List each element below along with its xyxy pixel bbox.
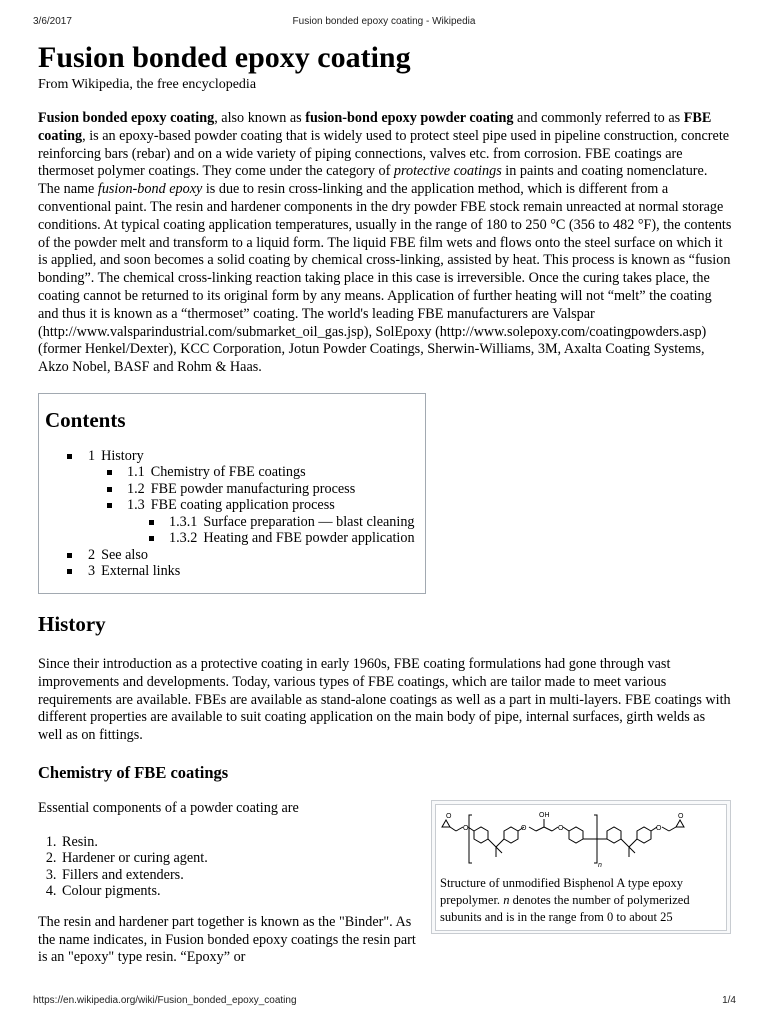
list-item: 3. Fillers and extenders. [60,867,418,884]
article-tagline: From Wikipedia, the free encyclopedia [38,77,257,92]
lead-text: , also known as [214,110,306,126]
caption-text: Structure of unmodified Bisphenol A type epoxy prepolymer. [440,875,684,907]
oxygen-label: O [463,824,469,832]
bullet-icon [67,454,72,459]
figure-frame [435,804,727,931]
toc-list [45,448,425,580]
lead-text: , is an epoxy-based powder coating that is widely used to protect steel pipe used in pipeline construction, concrete reinforcing bars (rebar) and on a wide variety of piping connections, valves etc. from corrosion. FBE coatings are thermoset polymer coatings. They come under the category of [38,127,730,180]
toc-label: History [101,447,144,464]
toc-item-external-links[interactable] [45,563,425,580]
table-of-contents [38,393,426,594]
toc-item-chemistry[interactable] [45,464,425,481]
toc-label: FBE powder manufacturing process [150,480,356,497]
toc-item-see-also[interactable] [45,547,425,564]
lead-paragraph [38,110,732,377]
oxygen-label: O [558,824,564,832]
phenyl-ring [569,827,583,843]
oxygen-label: O [678,812,684,820]
history-paragraph: Since their introduction as a protective coating in early 1960s, FBE coating formulations had gone through vast improvements and developments. Today, various types of FBE coatings, which are tailor made to meet various requirements are available. FBEs are available as stand-alone coatings as well as a part in multi-layers. FBE coatings with different properties are available to suit coating application on the main body of pipe, internal surfaces, girth welds as well as on fittings. [38,655,731,744]
figure-caption [440,875,725,926]
phenyl-ring [607,827,621,843]
oxygen-label: O [656,824,662,832]
binder-paragraph: The resin and hardener part together is known as the "Binder". As the name indicates, in Fusion bonded epoxy coatings the resin part is an "epoxy" type resin. “Epoxy” or [38,913,416,966]
toc-label: External links [101,563,181,580]
phenyl-ring [474,827,488,843]
lead-bold-term: Fusion bonded epoxy coating [38,110,215,126]
print-page-title: Fusion bonded epoxy coating - Wikipedia [292,16,476,27]
phenyl-ring [637,827,651,843]
chemistry-text [38,800,418,967]
caption-text: denotes the number of polymerized subunits and is in the range from 0 to about 25 [440,892,690,924]
bracket-left [469,815,472,863]
oxygen-label: O [521,824,527,832]
toc-item-manufacturing[interactable] [45,481,425,498]
toc-number: 2 [88,546,96,563]
epoxide-ring-left [442,820,450,827]
list-item: 1. Resin. [60,834,418,851]
toc-number: 1.1 [127,464,145,481]
caption-italic-n: n [503,892,510,907]
bullet-icon [107,470,112,475]
print-page-number: 1/4 [722,995,736,1006]
toc-label: Chemistry of FBE coatings [150,464,306,481]
list-item: 4. Colour pigments. [60,883,418,900]
bisphenol-a-structure-diagram[interactable] [436,805,726,875]
article-content [38,40,732,967]
toc-number: 1.3.2 [169,530,198,547]
lead-italic-term: fusion-bond epoxy [97,181,203,198]
chemistry-heading: Chemistry of FBE coatings [38,762,229,782]
toc-item-history[interactable] [45,448,425,465]
epoxy-structure-figure [431,800,731,934]
toc-label: FBE coating application process [150,497,335,514]
n-subscript-label: n [598,861,602,869]
toc-number: 1 [88,447,96,464]
epoxide-ring-right [676,820,684,827]
lead-bold-term: fusion-bond epoxy powder coating [305,110,514,126]
bullet-icon [149,536,154,541]
toc-number: 1.2 [127,480,145,497]
chemistry-section [38,800,732,967]
lead-bold-term: FBE coating [38,110,712,144]
bullet-icon [149,520,154,525]
chemistry-intro: Essential components of a powder coating are [38,799,299,816]
lead-text: is due to resin cross-linking and the application method, which is different from a conventional paint. The resin and hardener components in the dry powder FBE stock remain unreacted at normal storage conditions. At typical coating application temperatures, usually in the range of 180 to 250 °C (356 to 482 °F), the contents of the powder melt and transform to a liquid form. The liquid FBE film wets and flows onto the steel surface on which it is applied, and soon becomes a solid coating by chemical cross-linking, assisted by heat. This process is known as “fusion bonding”. The chemical cross-linking reaction taking place in this case is irreversible. Once the curing takes place, the coating cannot be returned to its original form by any means. Application of further heating will not “melt” the coating and thus it is known as a “thermoset” coating. The world's leading FBE manufacturers are Valspar (http://www.valsparindustrial.com/submarket_oil_gas.jsp), SolEpoxy (http://www.solepoxy.com/coatingpowders.asp) (former Henkel/Dexter), KCC Corporation, Jotun Powder Coatings, Sherwin-Williams, 3M, Axalta Coating Systems, Akzo Nobel, BASF and Rohm & Haas. [38,181,732,376]
toc-number: 3 [88,563,96,580]
list-item: 2. Hardener or curing agent. [60,850,418,867]
lead-text: in paints and coating nomenclature. The name [38,163,708,198]
bullet-icon [107,487,112,492]
toc-label: See also [101,546,148,563]
toc-label: Surface preparation — blast cleaning [203,513,415,530]
bullet-icon [67,569,72,574]
oxygen-label: O [446,812,452,820]
history-heading: History [38,611,106,636]
bullet-icon [107,503,112,508]
toc-item-application[interactable] [45,497,425,514]
lead-text: and commonly referred to as [513,110,684,126]
print-date: 3/6/2017 [33,16,72,27]
print-url: https://en.wikipedia.org/wiki/Fusion_bonded_epoxy_coating [33,995,297,1006]
lead-italic-term: protective coatings [393,163,502,180]
oh-label: OH [539,811,550,819]
toc-label: Heating and FBE powder application [203,530,415,547]
components-list [38,834,418,900]
toc-number: 1.3.1 [169,513,198,530]
toc-item-heating[interactable] [45,530,425,547]
article-title: Fusion bonded epoxy coating [38,41,411,74]
bullet-icon [67,553,72,558]
toc-number: 1.3 [127,497,145,514]
toc-title: Contents [45,407,126,432]
toc-item-surface-prep[interactable] [45,514,425,531]
phenyl-ring [504,827,518,843]
